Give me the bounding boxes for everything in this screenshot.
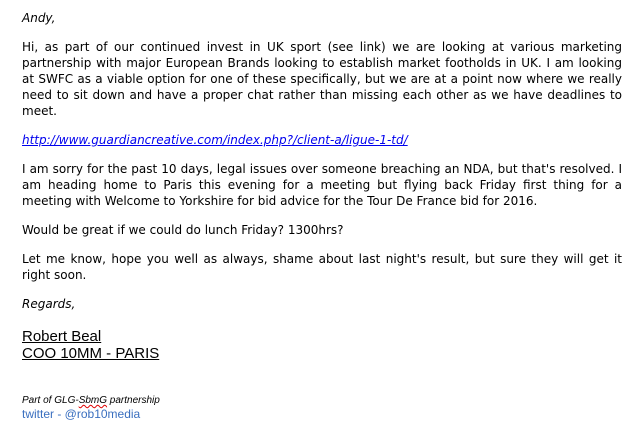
- partnership-note-suffix: partnership: [107, 395, 160, 406]
- signature-title: COO 10MM - PARIS: [22, 345, 160, 362]
- signoff: Regards,: [22, 297, 76, 311]
- signature-name: Robert Beal: [22, 328, 102, 345]
- paragraph-apology: I am sorry for the past 10 days, legal issues over someone breaching an NDA, but that's resolved. I am heading home to Paris this evening for a meeting but flying back Friday first thing for a meeting with Welcome to Yorkshire for bid advice for the Tour De France bid for 2016.: [22, 162, 622, 208]
- partnership-note: [22, 395, 622, 407]
- link-paragraph: [22, 132, 622, 148]
- guardian-creative-link[interactable]: http://www.guardiancreative.com/index.php?/client-a/ligue-1-td/: [22, 133, 408, 147]
- greeting: Andy,: [22, 11, 56, 25]
- paragraph-lunch: Would be great if we could do lunch Friday? 1300hrs?: [22, 223, 344, 237]
- twitter-handle: twitter - @rob10media: [22, 407, 141, 421]
- partnership-note-flagged-word: SbmG: [78, 395, 108, 406]
- email-body: [22, 10, 622, 421]
- partnership-note-prefix: Part of GLG-: [22, 395, 79, 406]
- paragraph-intro: Hi, as part of our continued invest in UK sport (see link) we are looking at various marketing partnership with major European Brands looking to establish market footholds in UK. I am looking at SWFC as a viable option for one of these specifically, but we are at a point now where we really need to sit down and have a proper chat rather than missing each other as we have deadlines to meet.: [22, 40, 622, 118]
- paragraph-closing: Let me know, hope you well as always, shame about last night's result, but sure they will get it right soon.: [22, 252, 622, 282]
